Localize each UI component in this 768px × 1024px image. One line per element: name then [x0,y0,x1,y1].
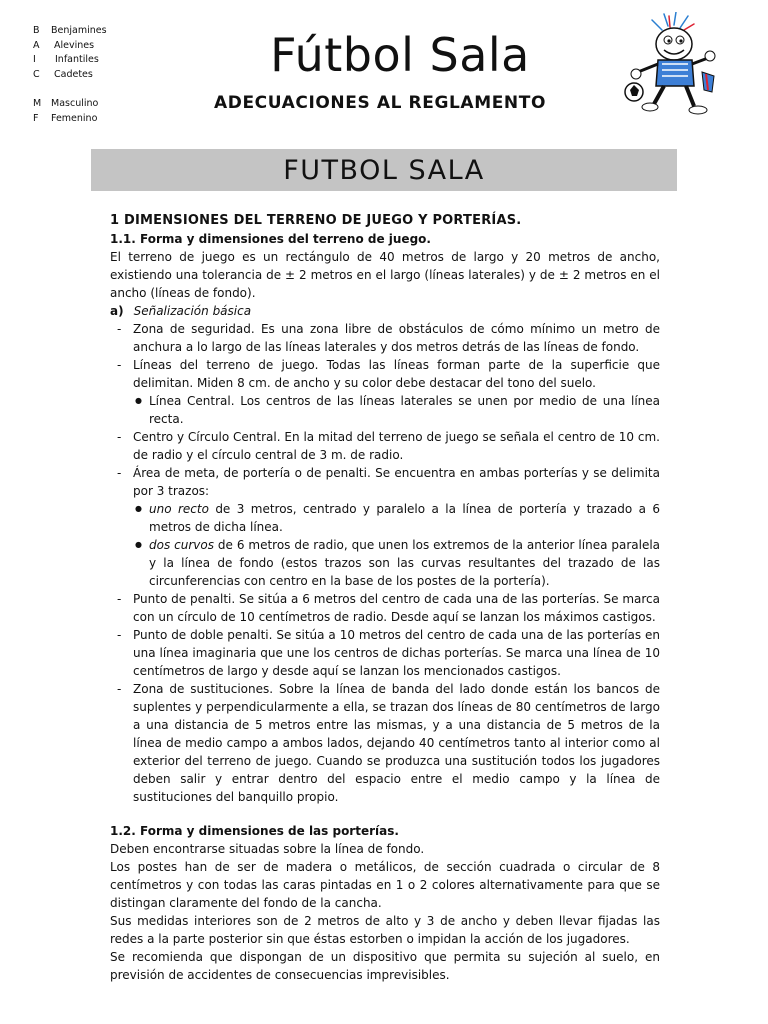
legend-label: Cadetes [54,68,93,80]
legend-code: I [33,54,36,66]
legend-row [33,39,107,54]
list-item: - Punto de doble penalti. Se sitúa a 10 metros del centro de cada una de las porterías en una línea imaginaria que une los centros de dichas porterías. Se marca una línea de 10 centímetros de largo y desde aquí se lanzan los mencionados castigos. [110,626,660,680]
sub-list-text: de 6 metros de radio, que unen los extremos de la anterior línea paralela y la línea de fondo (estos trazos son las curvas resultantes del trazado de las circunferencias con centro en la base de los postes de la portería). [149,538,661,588]
legend-code: C [33,68,40,80]
sub-list [110,500,660,590]
legend-row [33,68,107,83]
legend-code: B [33,25,40,36]
list-item: - Centro y Círculo Central. En la mitad del terreno de juego se señala el centro de 10 cm. de radio y el círculo central de 3 m. de radio. [110,428,660,464]
list-item-text: Líneas del terreno de juego. Todas las líneas forman parte de la superficie que delimitan. Miden 8 cm. de ancho y su color debe destacar del tono del suelo. [133,358,660,390]
list-letter: a) [110,304,124,318]
list-label [110,302,660,320]
paragraph: Sus medidas interiores son de 2 metros de alto y 3 de ancho y deben llevar fijadas las redes a la parte posterior sin que éstas estorben o impidan la acción de los jugadores. [110,914,660,946]
legend-code: A [33,39,40,51]
page-subtitle: ADECUACIONES AL REGLAMENTO [213,93,546,113]
legend-label: Masculino [51,98,99,110]
list-item-text: Área de meta, de portería o de penalti. Se encuentra en ambas porterías y se delimita por 3 trazos: [133,466,660,498]
list-title: Señalización básica [133,304,252,318]
sub-list-item: ● Línea Central. Los centros de las líneas laterales se unen por medio de una línea recta. [110,392,660,428]
legend-label: Alevines [54,39,95,51]
paragraph: Deben encontrarse situadas sobre la línea de fondo. [110,842,425,856]
list-item: - Punto de penalti. Se sitúa a 6 metros del centro de cada una de las porterías. Se marca con un círculo de 10 centímetros de radio. Desde aquí se lanzan los máximos castigos. [110,590,660,626]
intro-paragraph: El terreno de juego es un rectángulo de 40 metros de largo y 20 metros de ancho, existiendo una tolerancia de ± 2 metros en el largo (líneas laterales) y de ± 2 metros en el ancho (líneas de fondo). [110,250,660,300]
list-item: - Zona de seguridad. Es una zona libre de obstáculos de cómo mínimo un metro de anchura a lo largo de las líneas laterales y dos metros detrás de las líneas de fondo. [110,320,660,356]
legend-label: Benjamines [51,25,107,36]
legend-label: Infantiles [55,54,99,66]
legend-label: Femenino [51,112,98,124]
subsection-heading: 1.1. Forma y dimensiones del terreno de juego. [110,232,431,246]
paragraph: Los postes han de ser de madera o metálicos, de sección cuadrada o circular de 8 centímetros y con todas las caras pintadas en 1 o 2 colores alternativamente para que se distingan claramente del fondo de la cancha. [110,860,660,910]
category-legend [33,24,107,127]
legend-code: F [33,112,39,124]
list-item [110,356,660,428]
sub-list-item [110,536,660,590]
legend-row [33,97,107,112]
football-mascot-icon [622,12,718,120]
emphasis: dos curvos [149,538,214,552]
list-item: - Zona de sustituciones. Sobre la línea de banda del lado donde están los bancos de suplentes y perpendicularmente a ella, se trazan dos líneas de 80 centímetros de largo a una distancia de 5 metros entre las mismas, y a una distancia de 5 metros de la línea de medio campo a ambos lados, dejando 40 centímetros tanto al interior como al exterior del terreno de juego. Cuando se produzca una sustitución todos los jugadores deben salir y entrar dentro del espacio entre el medio campo y la línea de sustituciones del banquillo propio. [110,680,660,806]
list-item [110,464,660,590]
subsection-heading: 1.2. Forma y dimensiones de las porterías. [110,824,399,838]
legend-code: M [33,98,42,110]
legend-row [33,53,107,68]
section-heading: 1 DIMENSIONES DEL TERRENO DE JUEGO Y PORTERÍAS. [110,213,522,228]
legend-row [33,24,107,39]
section-banner: FUTBOL SALA [91,149,677,191]
markings-list [110,320,660,806]
sub-list [110,392,660,428]
paragraph: Se recomienda que dispongan de un dispositivo que permita su sujeción al suelo, en previsión de accidentes de consecuencias imprevisibles. [110,950,660,982]
document-body [110,212,660,984]
sub-list-item [110,500,660,536]
sub-list-text: de 3 metros, centrado y paralelo a la línea de portería y trazado a 6 metros de dicha línea. [149,502,661,534]
legend-row [33,112,107,127]
page-title: Fútbol Sala [270,28,530,82]
emphasis: uno recto [149,502,209,516]
